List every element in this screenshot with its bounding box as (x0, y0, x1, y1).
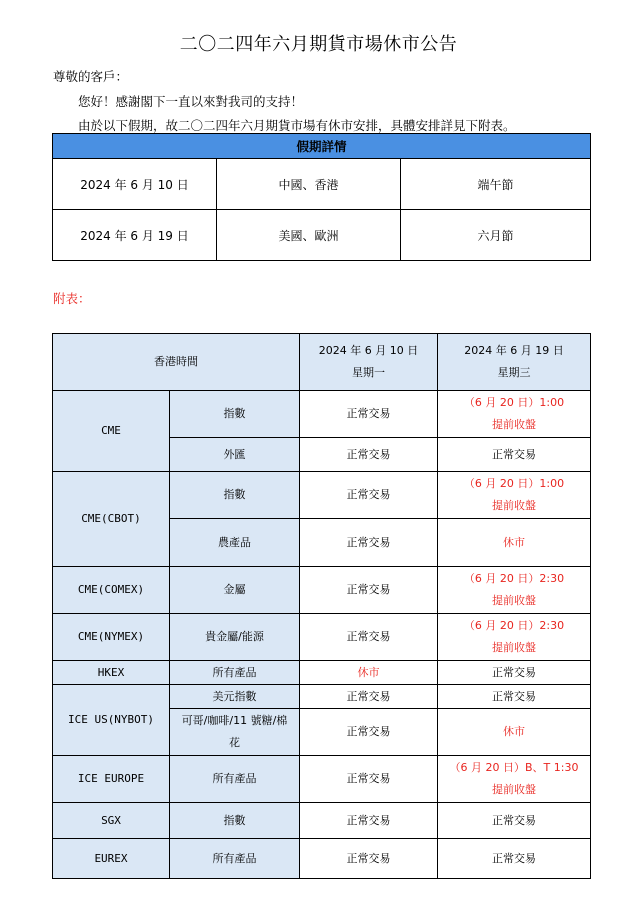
product-cell: 所有產品 (170, 661, 300, 685)
exchange-cell: ICE US(NYBOT) (53, 685, 170, 756)
holiday-date: 2024 年 6 月 19 日 (53, 210, 217, 261)
early-close-label: 提前收盤 (492, 418, 536, 431)
exchange-cell: SGX (53, 803, 170, 839)
annex-table (52, 333, 591, 879)
exchange-cell: CME (53, 391, 170, 472)
early-close-label: 提前收盤 (492, 783, 536, 796)
holiday-name: 六月節 (401, 210, 591, 261)
exchange-cell: EUREX (53, 839, 170, 879)
table-row (53, 210, 591, 261)
holiday-table-header: 假期詳情 (53, 134, 591, 159)
status-cell: 正常交易 (300, 519, 438, 567)
col-header-jun19 (438, 334, 591, 391)
table-row (53, 685, 591, 709)
product-cell: 指數 (170, 803, 300, 839)
exchange-cell: HKEX (53, 661, 170, 685)
early-close-label: 提前收盤 (492, 499, 536, 512)
table-row (53, 803, 591, 839)
hk-time-header: 香港時間 (53, 334, 300, 391)
status-cell: 正常交易 (300, 803, 438, 839)
table-row (53, 661, 591, 685)
exchange-cell: CME(CBOT) (53, 472, 170, 567)
holiday-region: 美國、歐洲 (217, 210, 401, 261)
product-cell: 指數 (170, 472, 300, 519)
status-cell: 正常交易 (300, 685, 438, 709)
product-cell: 所有產品 (170, 756, 300, 803)
status-cell (438, 391, 591, 438)
table-row (53, 839, 591, 879)
product-cell: 金屬 (170, 567, 300, 614)
intro-line-1: 您好！感謝閣下一直以來對我司的支持！ (78, 94, 304, 109)
table-row (53, 756, 591, 803)
col-weekday: 星期一 (352, 366, 385, 379)
status-cell: 正常交易 (438, 661, 591, 685)
status-cell: 休市 (438, 709, 591, 756)
col-date: 2024 年 6 月 10 日 (318, 344, 419, 357)
product-cell: 指數 (170, 391, 300, 438)
early-close-time: （6 月 20 日）B、T 1:30 (449, 761, 579, 774)
product-cell: 美元指數 (170, 685, 300, 709)
early-close-time: （6 月 20 日）2:30 (463, 619, 565, 632)
status-cell: 正常交易 (438, 685, 591, 709)
early-close-label: 提前收盤 (492, 594, 536, 607)
table-row (53, 472, 591, 519)
intro-line-2: 由於以下假期，故二〇二四年六月期貨市場有休市安排，具體安排詳見下附表。 (78, 118, 516, 133)
status-cell: 正常交易 (438, 839, 591, 879)
status-cell: 休市 (438, 519, 591, 567)
holiday-date: 2024 年 6 月 10 日 (53, 159, 217, 210)
status-cell: 正常交易 (438, 438, 591, 472)
product-cell: 農產品 (170, 519, 300, 567)
status-cell: 正常交易 (300, 839, 438, 879)
status-cell: 正常交易 (438, 803, 591, 839)
table-row (53, 567, 591, 614)
early-close-time: （6 月 20 日）1:00 (463, 396, 565, 409)
exchange-cell: ICE EUROPE (53, 756, 170, 803)
exchange-cell: CME(NYMEX) (53, 614, 170, 661)
table-row (53, 391, 591, 438)
annex-label: 附表： (53, 291, 91, 306)
status-cell: 休市 (300, 661, 438, 685)
status-cell (438, 472, 591, 519)
page-title: 二〇二四年六月期貨市場休市公告 (179, 34, 458, 55)
col-date: 2024 年 6 月 19 日 (464, 344, 564, 357)
status-cell: 正常交易 (300, 709, 438, 756)
status-cell: 正常交易 (300, 438, 438, 472)
holiday-details-table (52, 133, 591, 261)
status-cell (438, 567, 591, 614)
col-header-jun10 (300, 334, 438, 391)
status-cell: 正常交易 (300, 756, 438, 803)
early-close-label: 提前收盤 (492, 641, 536, 654)
status-cell (438, 756, 591, 803)
early-close-time: （6 月 20 日）2:30 (463, 572, 565, 585)
status-cell: 正常交易 (300, 614, 438, 661)
greeting: 尊敬的客戶： (53, 69, 129, 84)
product-cell: 貴金屬/能源 (170, 614, 300, 661)
holiday-name: 端午節 (401, 159, 591, 210)
holiday-region: 中國、香港 (217, 159, 401, 210)
status-cell (438, 614, 591, 661)
table-row (53, 159, 591, 210)
status-cell: 正常交易 (300, 472, 438, 519)
product-cell: 可哥/咖啡/11 號糖/棉花 (170, 709, 300, 756)
early-close-time: （6 月 20 日）1:00 (463, 477, 565, 490)
col-weekday: 星期三 (497, 366, 531, 379)
product-cell: 所有產品 (170, 839, 300, 879)
product-cell: 外匯 (170, 438, 300, 472)
exchange-cell: CME(COMEX) (53, 567, 170, 614)
status-cell: 正常交易 (300, 567, 438, 614)
status-cell: 正常交易 (300, 391, 438, 438)
table-row (53, 614, 591, 661)
